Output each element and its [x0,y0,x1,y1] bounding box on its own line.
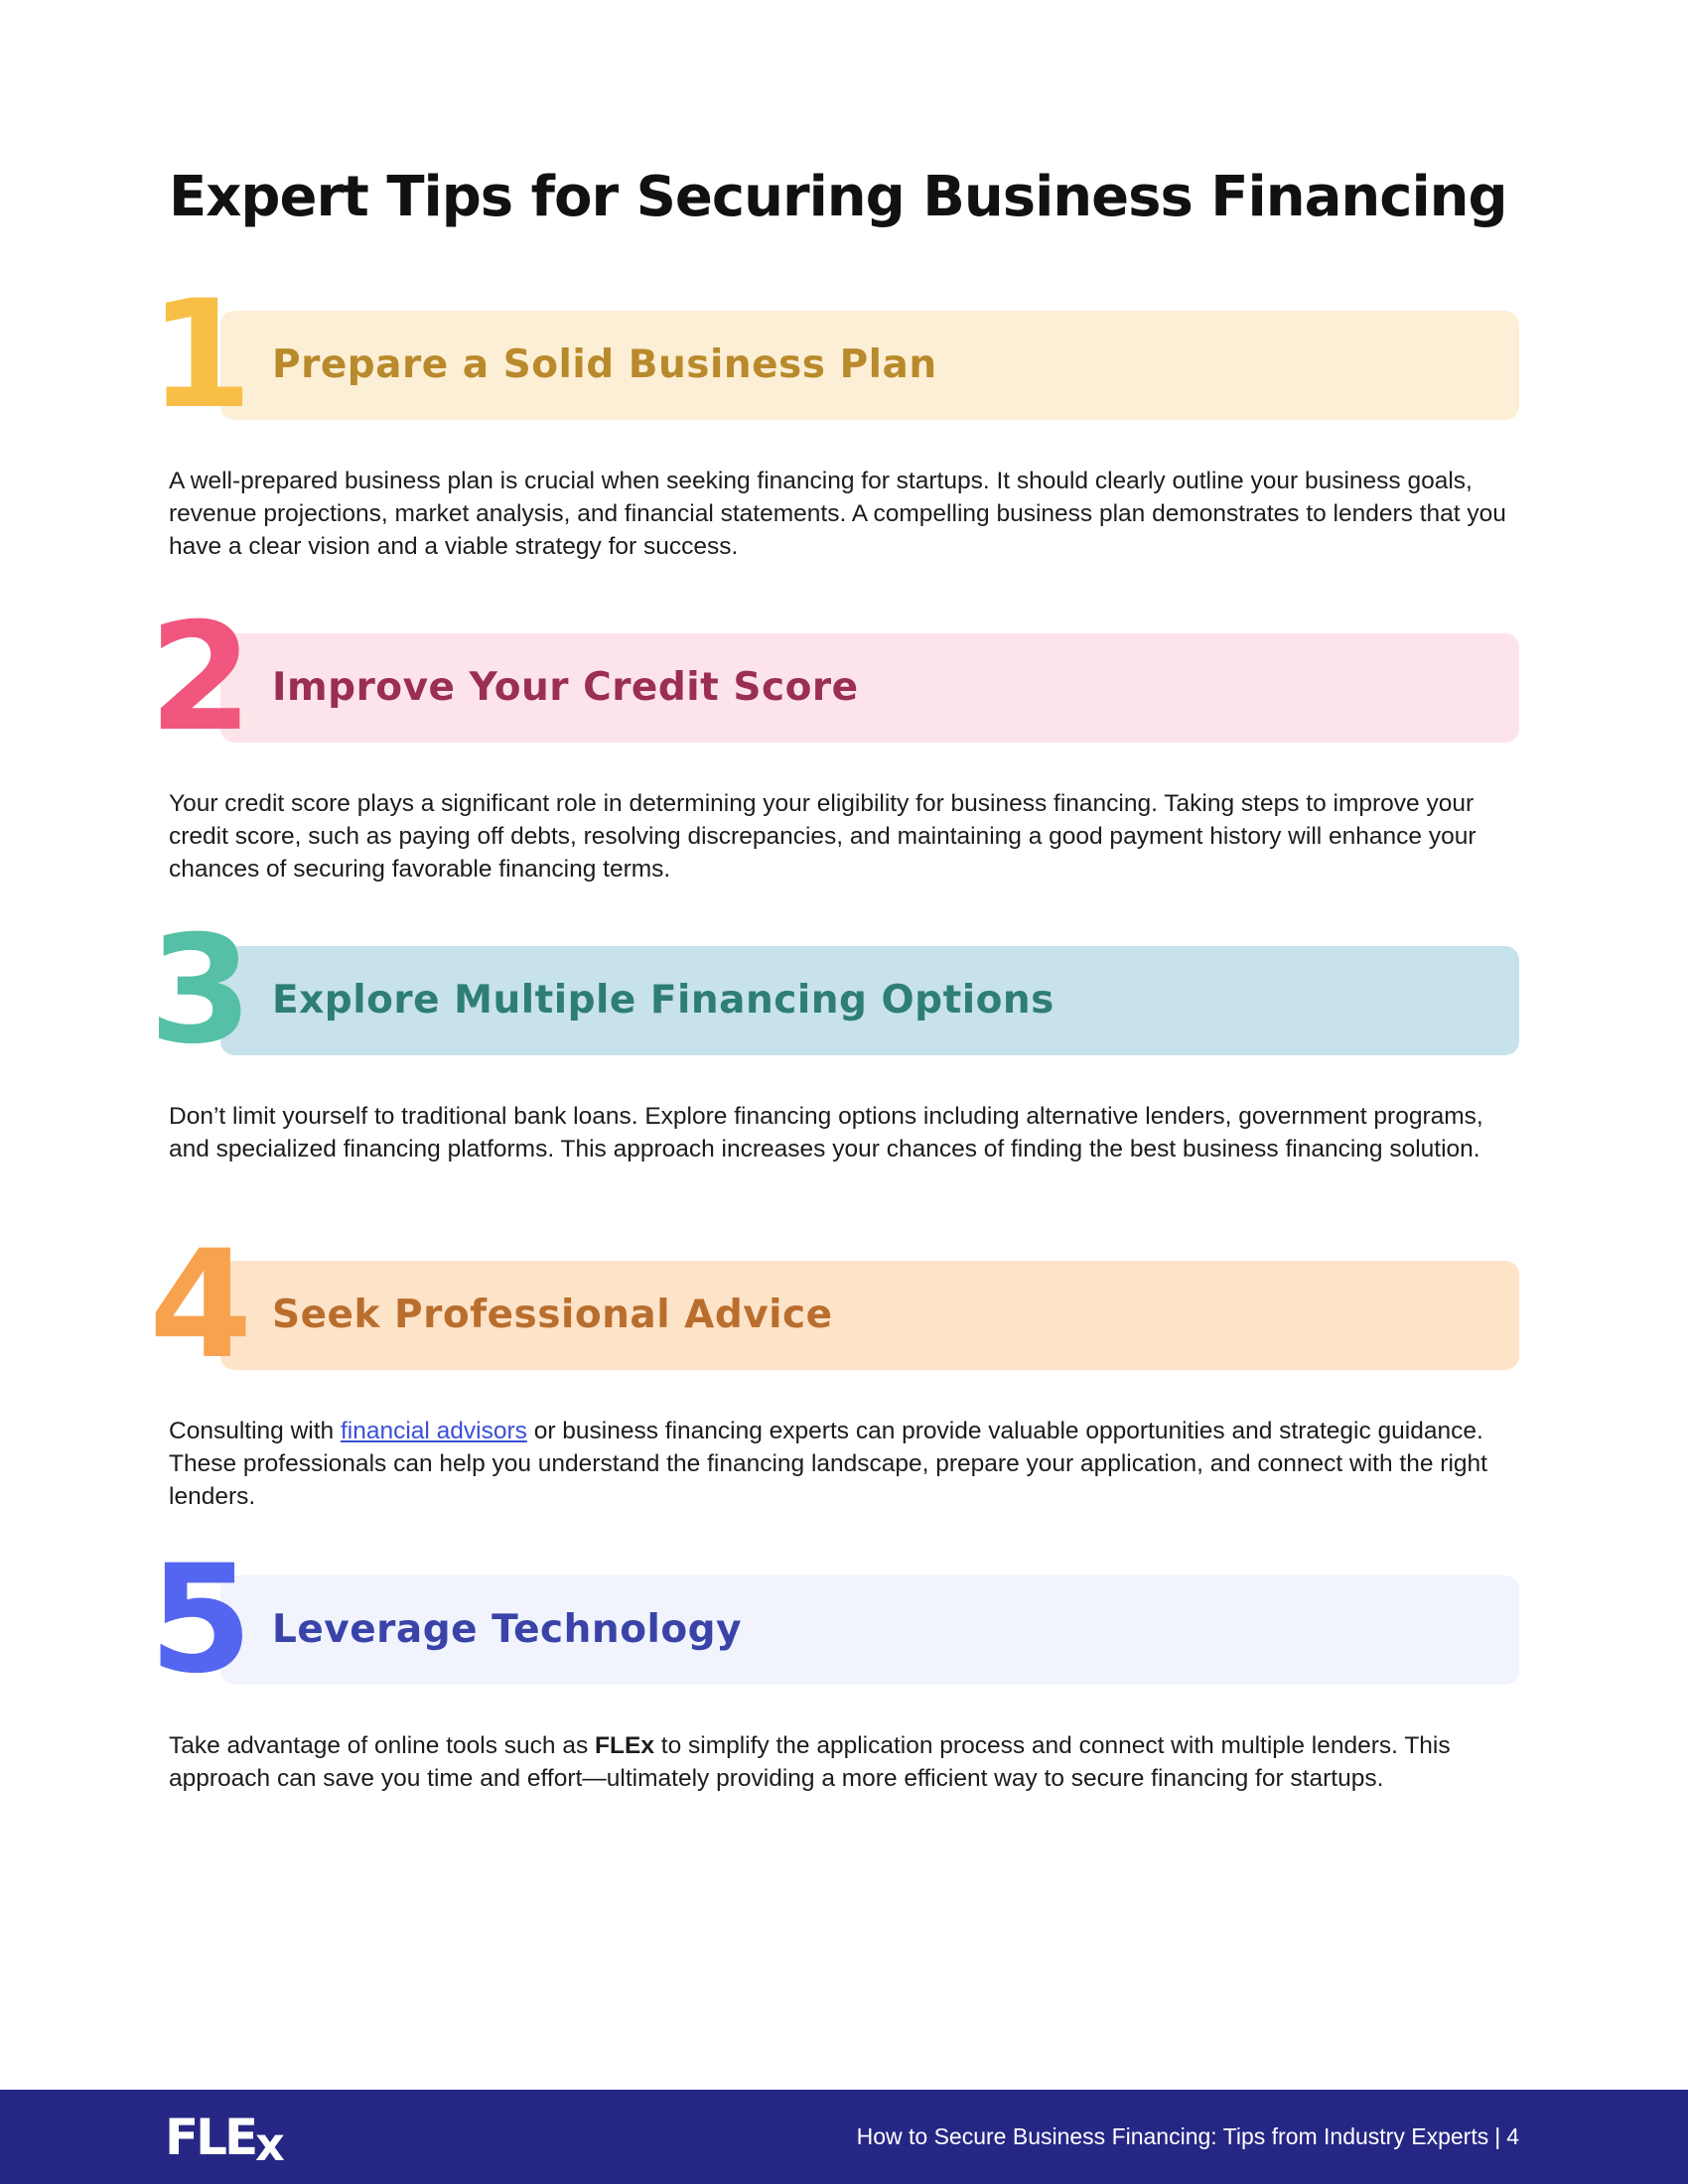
tip-body-text: to simplify the application process and connect with multiple lenders. This approach can save you time and effort—ultimately providing a more efficient way to secure financing for startups. [169,1732,1451,1792]
flex-logo [165,2109,282,2171]
tip-number: 1 [149,269,247,442]
footer-caption [857,2090,1519,2184]
tip-number: 4 [149,1219,247,1392]
tip-heading: Improve Your Credit Score [272,665,859,710]
logo-text: FLE [165,2109,256,2166]
tip-heading: Explore Multiple Financing Options [272,978,1055,1023]
tip-number: 3 [149,904,247,1077]
document-title: How to Secure Business Financing: Tips from Industry Experts [856,2123,1489,2149]
tip-body-text: Consulting with [169,1418,341,1444]
tip-body-text: or business financing experts can provide valuable opportunities and strategic guidance. These professionals can help you understand the financing landscape, prepare your application, and connect with the right lenders. [169,1418,1487,1510]
tip-heading: Leverage Technology [272,1607,742,1652]
tip-heading: Prepare a Solid Business Plan [272,342,937,387]
tip-body: Your credit score plays a significant role in determining your eligibility for business financing. Taking steps to improve your credit score, such as paying off debts, resolving discrepancies, and maintaining a good payment history will enhance your chances of securing favorable financing terms. [169,790,1477,883]
page-number: 4 [1506,2123,1519,2149]
tip-body [169,1415,1529,1513]
page-footer [0,2090,1688,2184]
tip-body-text: Take advantage of online tools such as [169,1732,596,1759]
flex-brand-text: FLEx [595,1732,654,1759]
tip-heading: Seek Professional Advice [272,1293,833,1337]
logo-x: x [255,2117,282,2171]
tip-number: 2 [149,592,247,764]
page-title: Expert Tips for Securing Business Financing [169,165,1507,229]
separator: | [1494,2123,1501,2149]
financial-advisors-link[interactable]: financial advisors [340,1418,527,1444]
tip-body: Don’t limit yourself to traditional bank loans. Explore financing options including alternative lenders, government programs, and specialized financing platforms. This approach increases your chances of finding the best business financing solution. [169,1103,1483,1162]
tip-body [169,1729,1529,1795]
tip-number: 5 [149,1534,247,1706]
tip-body: A well-prepared business plan is crucial when seeking financing for startups. It should clearly outline your business goals, revenue projections, market analysis, and financial statements. A compelling business plan demonstrates to lenders that you have a clear vision and a viable strategy for success. [169,468,1506,560]
